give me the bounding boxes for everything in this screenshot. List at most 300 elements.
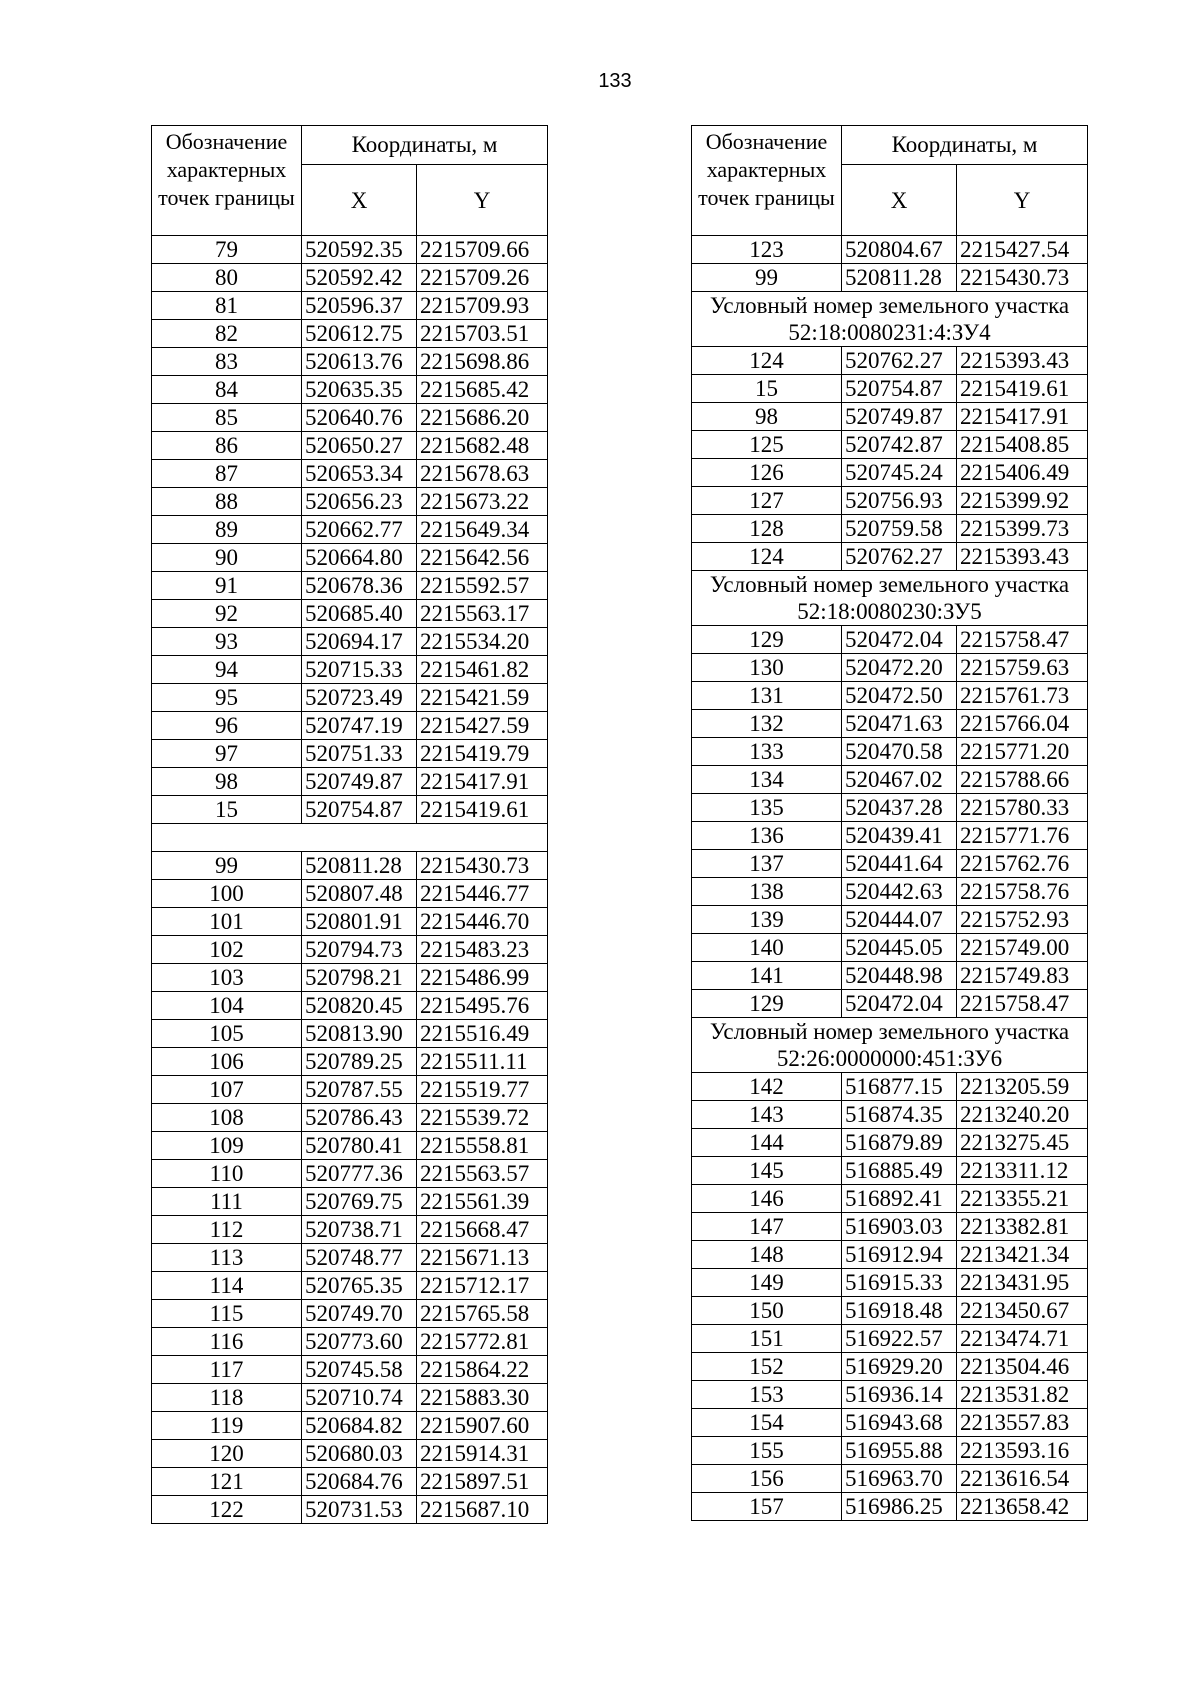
point-cell: 120 xyxy=(152,1440,302,1468)
table-row xyxy=(692,654,1088,682)
y-cell: 2215511.11 xyxy=(417,1048,548,1076)
y-cell: 2215678.63 xyxy=(417,460,548,488)
y-cell: 2213504.46 xyxy=(957,1353,1088,1381)
y-cell: 2213275.45 xyxy=(957,1129,1088,1157)
x-cell: 520742.87 xyxy=(842,431,957,459)
x-cell: 520678.36 xyxy=(302,572,417,600)
point-cell: 123 xyxy=(692,236,842,264)
y-cell: 2215749.83 xyxy=(957,962,1088,990)
y-cell: 2213311.12 xyxy=(957,1157,1088,1185)
x-cell: 520640.76 xyxy=(302,404,417,432)
point-cell: 108 xyxy=(152,1104,302,1132)
table-row xyxy=(692,1073,1088,1101)
x-cell: 520756.93 xyxy=(842,487,957,515)
x-header: X xyxy=(302,165,417,236)
point-cell: 81 xyxy=(152,292,302,320)
point-cell: 129 xyxy=(692,626,842,654)
point-cell: 102 xyxy=(152,936,302,964)
table-row xyxy=(692,626,1088,654)
point-cell: 143 xyxy=(692,1101,842,1129)
table-row xyxy=(152,1188,548,1216)
point-cell: 140 xyxy=(692,934,842,962)
point-cell: 147 xyxy=(692,1213,842,1241)
table-row xyxy=(692,543,1088,571)
point-cell: 94 xyxy=(152,656,302,684)
point-cell: 125 xyxy=(692,431,842,459)
y-cell: 2215486.99 xyxy=(417,964,548,992)
x-cell: 520694.17 xyxy=(302,628,417,656)
point-cell: 84 xyxy=(152,376,302,404)
y-cell: 2215519.77 xyxy=(417,1076,548,1104)
table-row xyxy=(692,1353,1088,1381)
y-cell: 2215642.56 xyxy=(417,544,548,572)
y-cell: 2215709.26 xyxy=(417,264,548,292)
x-cell: 520723.49 xyxy=(302,684,417,712)
table-row xyxy=(152,908,548,936)
y-cell: 2215682.48 xyxy=(417,432,548,460)
y-cell: 2215406.49 xyxy=(957,459,1088,487)
x-cell: 520747.19 xyxy=(302,712,417,740)
table-row xyxy=(692,1297,1088,1325)
x-cell: 520445.05 xyxy=(842,934,957,962)
x-cell: 520807.48 xyxy=(302,880,417,908)
y-cell: 2215427.59 xyxy=(417,712,548,740)
table-row xyxy=(152,1468,548,1496)
table-row xyxy=(152,1048,548,1076)
x-cell: 520442.63 xyxy=(842,878,957,906)
table-row xyxy=(152,1412,548,1440)
x-cell: 516963.70 xyxy=(842,1465,957,1493)
x-cell: 516986.25 xyxy=(842,1493,957,1521)
x-cell: 520811.28 xyxy=(842,264,957,292)
coordinates-header: Координаты, м xyxy=(842,126,1088,165)
point-cell: 151 xyxy=(692,1325,842,1353)
x-cell: 516943.68 xyxy=(842,1409,957,1437)
point-cell: 116 xyxy=(152,1328,302,1356)
table-row xyxy=(692,710,1088,738)
x-cell: 520592.35 xyxy=(302,236,417,264)
point-cell: 85 xyxy=(152,404,302,432)
y-cell: 2213431.95 xyxy=(957,1269,1088,1297)
x-cell: 520813.90 xyxy=(302,1020,417,1048)
table-row xyxy=(692,1493,1088,1521)
table-row xyxy=(152,1384,548,1412)
x-cell: 520656.23 xyxy=(302,488,417,516)
x-cell: 520762.27 xyxy=(842,543,957,571)
y-cell: 2215495.76 xyxy=(417,992,548,1020)
x-cell: 516892.41 xyxy=(842,1185,957,1213)
point-cell: 99 xyxy=(692,264,842,292)
point-cell: 126 xyxy=(692,459,842,487)
point-cell: 90 xyxy=(152,544,302,572)
table-row xyxy=(692,990,1088,1018)
table-row xyxy=(152,1020,548,1048)
table-header xyxy=(692,126,1088,236)
x-cell: 516955.88 xyxy=(842,1437,957,1465)
table-row xyxy=(152,264,548,292)
y-cell: 2215914.31 xyxy=(417,1440,548,1468)
point-cell: 103 xyxy=(152,964,302,992)
point-cell: 152 xyxy=(692,1353,842,1381)
table-row xyxy=(692,1381,1088,1409)
x-cell: 520780.41 xyxy=(302,1132,417,1160)
table-row xyxy=(152,1356,548,1384)
x-header: X xyxy=(842,165,957,236)
y-cell: 2213240.20 xyxy=(957,1101,1088,1129)
table-row xyxy=(692,850,1088,878)
table-row xyxy=(152,1216,548,1244)
parcel-number-label: Условный номер земельного участка 52:18:0080231:4:ЗУ4 xyxy=(692,292,1088,347)
point-cell: 134 xyxy=(692,766,842,794)
y-cell: 2215758.76 xyxy=(957,878,1088,906)
y-cell: 2215534.20 xyxy=(417,628,548,656)
x-cell: 520786.43 xyxy=(302,1104,417,1132)
y-cell: 2215649.34 xyxy=(417,516,548,544)
y-cell: 2215765.58 xyxy=(417,1300,548,1328)
designation-header: Обозначение характерных точек границы xyxy=(152,126,302,236)
table-row xyxy=(692,403,1088,431)
x-cell: 520811.28 xyxy=(302,852,417,880)
x-cell: 520471.63 xyxy=(842,710,957,738)
x-cell: 520612.75 xyxy=(302,320,417,348)
y-cell: 2215417.91 xyxy=(957,403,1088,431)
x-cell: 520748.77 xyxy=(302,1244,417,1272)
point-cell: 95 xyxy=(152,684,302,712)
point-cell: 124 xyxy=(692,347,842,375)
y-cell: 2215563.57 xyxy=(417,1160,548,1188)
point-cell: 142 xyxy=(692,1073,842,1101)
point-cell: 99 xyxy=(152,852,302,880)
point-cell: 111 xyxy=(152,1188,302,1216)
table-row xyxy=(152,1244,548,1272)
table-row xyxy=(692,1409,1088,1437)
y-cell: 2215759.63 xyxy=(957,654,1088,682)
table-row xyxy=(692,347,1088,375)
x-cell: 520472.04 xyxy=(842,626,957,654)
x-cell: 516936.14 xyxy=(842,1381,957,1409)
x-cell: 520467.02 xyxy=(842,766,957,794)
table-row xyxy=(692,1241,1088,1269)
x-cell: 520789.25 xyxy=(302,1048,417,1076)
table-row xyxy=(152,460,548,488)
x-cell: 520441.64 xyxy=(842,850,957,878)
table-row xyxy=(692,1101,1088,1129)
point-cell: 109 xyxy=(152,1132,302,1160)
table-row xyxy=(152,1440,548,1468)
y-cell: 2215712.17 xyxy=(417,1272,548,1300)
x-cell: 520664.80 xyxy=(302,544,417,572)
y-cell: 2215709.93 xyxy=(417,292,548,320)
x-cell: 516922.57 xyxy=(842,1325,957,1353)
x-cell: 520777.36 xyxy=(302,1160,417,1188)
point-cell: 91 xyxy=(152,572,302,600)
y-cell: 2215461.82 xyxy=(417,656,548,684)
x-cell: 520745.58 xyxy=(302,1356,417,1384)
y-cell: 2215771.76 xyxy=(957,822,1088,850)
x-cell: 516877.15 xyxy=(842,1073,957,1101)
y-cell: 2215864.22 xyxy=(417,1356,548,1384)
table-row xyxy=(692,1185,1088,1213)
point-cell: 129 xyxy=(692,990,842,1018)
table-row xyxy=(152,1496,548,1524)
y-header: Y xyxy=(957,165,1088,236)
table-row xyxy=(152,236,548,264)
point-cell: 97 xyxy=(152,740,302,768)
y-cell: 2215563.17 xyxy=(417,600,548,628)
table-row xyxy=(152,320,548,348)
point-cell: 128 xyxy=(692,515,842,543)
point-cell: 150 xyxy=(692,1297,842,1325)
y-cell: 2215772.81 xyxy=(417,1328,548,1356)
y-cell: 2213616.54 xyxy=(957,1465,1088,1493)
point-cell: 86 xyxy=(152,432,302,460)
y-cell: 2215709.66 xyxy=(417,236,548,264)
y-cell: 2215758.47 xyxy=(957,626,1088,654)
table-row xyxy=(692,906,1088,934)
y-cell: 2215668.47 xyxy=(417,1216,548,1244)
y-cell: 2213658.42 xyxy=(957,1493,1088,1521)
table-row xyxy=(152,1104,548,1132)
point-cell: 148 xyxy=(692,1241,842,1269)
point-cell: 136 xyxy=(692,822,842,850)
y-cell: 2215561.39 xyxy=(417,1188,548,1216)
page-number: 133 xyxy=(598,70,632,92)
point-cell: 139 xyxy=(692,906,842,934)
parcel-number-label: Условный номер земельного участка 52:26:0000000:451:ЗУ6 xyxy=(692,1018,1088,1073)
y-cell: 2215780.33 xyxy=(957,794,1088,822)
y-cell: 2215685.42 xyxy=(417,376,548,404)
point-cell: 137 xyxy=(692,850,842,878)
x-cell: 516879.89 xyxy=(842,1129,957,1157)
table-row xyxy=(692,794,1088,822)
y-cell: 2213382.81 xyxy=(957,1213,1088,1241)
x-cell: 520685.40 xyxy=(302,600,417,628)
y-cell: 2215399.73 xyxy=(957,515,1088,543)
coordinates-table-left xyxy=(151,125,548,1524)
table-row xyxy=(152,1328,548,1356)
table-row xyxy=(152,1132,548,1160)
x-cell: 520684.76 xyxy=(302,1468,417,1496)
x-cell: 516874.35 xyxy=(842,1101,957,1129)
y-header: Y xyxy=(417,165,548,236)
point-cell: 96 xyxy=(152,712,302,740)
point-cell: 138 xyxy=(692,878,842,906)
table-body xyxy=(692,236,1088,1521)
y-cell: 2215421.59 xyxy=(417,684,548,712)
x-cell: 520472.50 xyxy=(842,682,957,710)
x-cell: 516885.49 xyxy=(842,1157,957,1185)
point-cell: 114 xyxy=(152,1272,302,1300)
point-cell: 115 xyxy=(152,1300,302,1328)
table-row xyxy=(152,432,548,460)
x-cell: 516918.48 xyxy=(842,1297,957,1325)
coordinates-table-right xyxy=(691,125,1088,1521)
y-cell: 2215671.13 xyxy=(417,1244,548,1272)
x-cell: 520715.33 xyxy=(302,656,417,684)
y-cell: 2215539.72 xyxy=(417,1104,548,1132)
x-cell: 520444.07 xyxy=(842,906,957,934)
point-cell: 121 xyxy=(152,1468,302,1496)
table-row xyxy=(692,878,1088,906)
y-cell: 2215419.79 xyxy=(417,740,548,768)
point-cell: 112 xyxy=(152,1216,302,1244)
x-cell: 516903.03 xyxy=(842,1213,957,1241)
table-row xyxy=(152,852,548,880)
table-row xyxy=(692,1157,1088,1185)
table-row xyxy=(152,936,548,964)
x-cell: 520794.73 xyxy=(302,936,417,964)
point-cell: 89 xyxy=(152,516,302,544)
table-row xyxy=(692,682,1088,710)
table-row xyxy=(152,880,548,908)
point-cell: 88 xyxy=(152,488,302,516)
table-row xyxy=(692,766,1088,794)
point-cell: 122 xyxy=(152,1496,302,1524)
x-cell: 520765.35 xyxy=(302,1272,417,1300)
table-body xyxy=(152,236,548,1524)
y-cell: 2215788.66 xyxy=(957,766,1088,794)
y-cell: 2215761.73 xyxy=(957,682,1088,710)
point-cell: 145 xyxy=(692,1157,842,1185)
y-cell: 2215703.51 xyxy=(417,320,548,348)
point-cell: 144 xyxy=(692,1129,842,1157)
x-cell: 520801.91 xyxy=(302,908,417,936)
point-cell: 153 xyxy=(692,1381,842,1409)
y-cell: 2213450.67 xyxy=(957,1297,1088,1325)
y-cell: 2215427.54 xyxy=(957,236,1088,264)
table-row xyxy=(152,572,548,600)
table-row xyxy=(692,934,1088,962)
table-row xyxy=(152,1272,548,1300)
y-cell: 2215758.47 xyxy=(957,990,1088,1018)
x-cell: 520613.76 xyxy=(302,348,417,376)
y-cell: 2215558.81 xyxy=(417,1132,548,1160)
point-cell: 135 xyxy=(692,794,842,822)
point-cell: 130 xyxy=(692,654,842,682)
table-row xyxy=(692,459,1088,487)
table-row xyxy=(152,348,548,376)
y-cell: 2213593.16 xyxy=(957,1437,1088,1465)
y-cell: 2215408.85 xyxy=(957,431,1088,459)
point-cell: 154 xyxy=(692,1409,842,1437)
x-cell: 520653.34 xyxy=(302,460,417,488)
point-cell: 98 xyxy=(692,403,842,431)
table-row xyxy=(152,768,548,796)
table-row xyxy=(692,515,1088,543)
section-row xyxy=(692,1018,1088,1073)
y-cell: 2213205.59 xyxy=(957,1073,1088,1101)
x-cell: 520773.60 xyxy=(302,1328,417,1356)
y-cell: 2215762.76 xyxy=(957,850,1088,878)
table-row xyxy=(692,431,1088,459)
point-cell: 113 xyxy=(152,1244,302,1272)
y-cell: 2213531.82 xyxy=(957,1381,1088,1409)
table-row xyxy=(152,488,548,516)
point-cell: 106 xyxy=(152,1048,302,1076)
y-cell: 2215419.61 xyxy=(957,375,1088,403)
table-row xyxy=(152,292,548,320)
x-cell: 520592.42 xyxy=(302,264,417,292)
table-row xyxy=(152,516,548,544)
table-row xyxy=(152,544,548,572)
x-cell: 520684.82 xyxy=(302,1412,417,1440)
table-row xyxy=(152,656,548,684)
table-row xyxy=(152,376,548,404)
point-cell: 119 xyxy=(152,1412,302,1440)
x-cell: 520710.74 xyxy=(302,1384,417,1412)
point-cell: 117 xyxy=(152,1356,302,1384)
table-row xyxy=(152,740,548,768)
x-cell: 520448.98 xyxy=(842,962,957,990)
point-cell: 157 xyxy=(692,1493,842,1521)
y-cell: 2213421.34 xyxy=(957,1241,1088,1269)
point-cell: 83 xyxy=(152,348,302,376)
y-cell: 2215592.57 xyxy=(417,572,548,600)
table-row xyxy=(692,738,1088,766)
y-cell: 2215686.20 xyxy=(417,404,548,432)
x-cell: 516915.33 xyxy=(842,1269,957,1297)
table-row xyxy=(152,600,548,628)
x-cell: 520680.03 xyxy=(302,1440,417,1468)
y-cell: 2215673.22 xyxy=(417,488,548,516)
y-cell: 2215446.77 xyxy=(417,880,548,908)
point-cell: 87 xyxy=(152,460,302,488)
point-cell: 156 xyxy=(692,1465,842,1493)
x-cell: 520472.20 xyxy=(842,654,957,682)
table-row xyxy=(152,712,548,740)
point-cell: 93 xyxy=(152,628,302,656)
table-row xyxy=(692,1437,1088,1465)
table-row xyxy=(152,404,548,432)
point-cell: 80 xyxy=(152,264,302,292)
point-cell: 149 xyxy=(692,1269,842,1297)
point-cell: 92 xyxy=(152,600,302,628)
y-cell: 2215883.30 xyxy=(417,1384,548,1412)
x-cell: 520635.35 xyxy=(302,376,417,404)
point-cell: 101 xyxy=(152,908,302,936)
empty-cell xyxy=(152,824,548,852)
y-cell: 2215417.91 xyxy=(417,768,548,796)
point-cell: 124 xyxy=(692,543,842,571)
table-row xyxy=(692,1129,1088,1157)
x-cell: 520798.21 xyxy=(302,964,417,992)
table-row xyxy=(692,1325,1088,1353)
table-row xyxy=(692,264,1088,292)
y-cell: 2215446.70 xyxy=(417,908,548,936)
table-row xyxy=(692,375,1088,403)
point-cell: 155 xyxy=(692,1437,842,1465)
table-row xyxy=(692,822,1088,850)
parcel-number-label: Условный номер земельного участка 52:18:0080230:ЗУ5 xyxy=(692,571,1088,626)
x-cell: 520749.70 xyxy=(302,1300,417,1328)
point-cell: 82 xyxy=(152,320,302,348)
designation-header: Обозначение характерных точек границы xyxy=(692,126,842,236)
table-row xyxy=(692,1213,1088,1241)
table-row xyxy=(152,684,548,712)
x-cell: 520731.53 xyxy=(302,1496,417,1524)
point-cell: 118 xyxy=(152,1384,302,1412)
y-cell: 2213474.71 xyxy=(957,1325,1088,1353)
x-cell: 520745.24 xyxy=(842,459,957,487)
y-cell: 2215430.73 xyxy=(957,264,1088,292)
x-cell: 520754.87 xyxy=(842,375,957,403)
point-cell: 131 xyxy=(692,682,842,710)
x-cell: 520769.75 xyxy=(302,1188,417,1216)
table-row xyxy=(692,1465,1088,1493)
table-row xyxy=(152,628,548,656)
point-cell: 133 xyxy=(692,738,842,766)
y-cell: 2215516.49 xyxy=(417,1020,548,1048)
